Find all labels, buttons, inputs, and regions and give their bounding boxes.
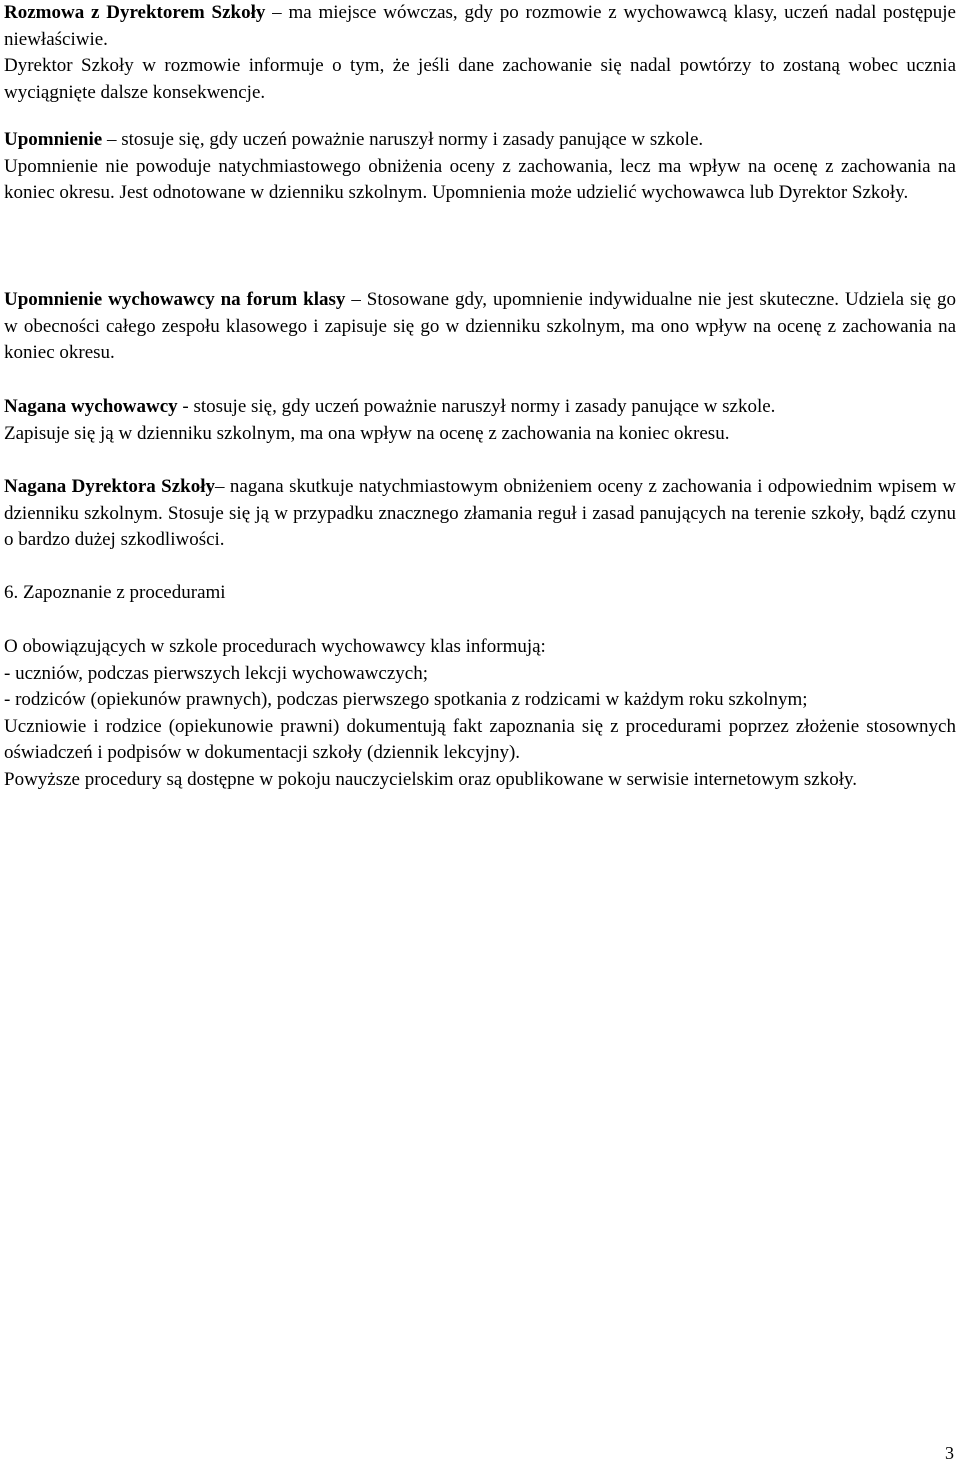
section-nagana-dyrektora bbox=[4, 474, 956, 554]
paragraph bbox=[4, 287, 956, 367]
bold-term: Nagana wychowawcy bbox=[4, 396, 178, 417]
list-item: - rodziców (opiekunów prawnych), podczas pierwszego spotkania z rodzicami w każdym roku szkolnym; bbox=[4, 689, 808, 710]
paragraph: Powyższe procedury są dostępne w pokoju nauczycielskim oraz opublikowane w serwisie internetowym szkoły. bbox=[4, 768, 858, 790]
section-nagana-wychowawcy bbox=[4, 394, 956, 447]
bold-term: Upomnienie wychowawcy na forum klasy bbox=[4, 289, 346, 310]
section-heading-procedury bbox=[4, 580, 956, 607]
list-item: - uczniów, podczas pierwszych lekcji wychowawczych; bbox=[4, 662, 428, 684]
paragraph-text: – ma miejsce wówczas, gdy po rozmowie z wychowawcą klasy, uczeń nadal postępuje niewłaściwie. bbox=[4, 2, 956, 50]
paragraph bbox=[4, 474, 956, 554]
paragraph: O obowiązujących w szkole procedurach wychowawcy klas informują: bbox=[4, 636, 546, 657]
paragraph bbox=[4, 394, 956, 421]
section-heading: 6. Zapoznanie z procedurami bbox=[4, 582, 226, 603]
paragraph-text: – stosuje się, gdy uczeń poważnie naruszył normy i zasady panujące w szkole. bbox=[102, 129, 704, 150]
bold-term: Nagana Dyrektora Szkoły bbox=[4, 476, 215, 497]
paragraph: Dyrektor Szkoły w rozmowie informuje o tym, że jeśli dane zachowanie się nadal powtórzy to zostaną wobec ucznia wyciągnięte dalsze konsekwencje. bbox=[4, 55, 956, 103]
paragraph-text: – nagana skutkuje natychmiastowym obniżeniem oceny z zachowania i odpowiednim wpisem w dzienniku szkolnym. Stosuje się ją w przypadku znacznego złamania reguł i zasad panujących na terenie szkoły, bądź czynu o bardzo dużej szkodliwości. bbox=[4, 476, 956, 550]
paragraph-text: - stosuje się, gdy uczeń poważnie naruszył normy i zasady panujące w szkole. bbox=[177, 396, 776, 417]
section-upomnienie bbox=[4, 127, 956, 207]
page-number: 3 bbox=[945, 1443, 954, 1463]
paragraph-text: – Stosowane gdy, upomnienie indywidualne nie jest skuteczne. Udziela się go w obecności całego zespołu klasowego i zapisuje się go w dzienniku szkolnym, ma ono wpływ na ocenę z zachowania na koniec okresu. bbox=[4, 289, 957, 363]
paragraph: Uczniowie i rodzice (opiekunowie prawni) dokumentują fakt zapoznania się z procedurami poprzez złożenie stosownych oświadczeń i podpisów w dokumentacji szkoły (dziennik lekcyjny). bbox=[4, 715, 956, 763]
section-upomnienie-na-forum bbox=[4, 287, 956, 367]
paragraph bbox=[4, 127, 956, 154]
paragraph: Upomnienie nie powoduje natychmiastowego obniżenia oceny z zachowania, lecz ma wpływ na ocenę z zachowania na koniec okresu. Jest odnotowane w dzienniku szkolnym. Upomnienia może udzielić wychowawca lub Dyrektor Szkoły. bbox=[4, 155, 956, 203]
bold-term: Rozmowa z Dyrektorem Szkoły bbox=[4, 2, 266, 23]
section-rozmowa-z-dyrektorem bbox=[4, 0, 956, 106]
paragraph bbox=[4, 0, 956, 53]
bold-term: Upomnienie bbox=[4, 129, 103, 150]
section-zapoznanie bbox=[4, 634, 956, 793]
paragraph: Zapisuje się ją w dzienniku szkolnym, ma ona wpływ na ocenę z zachowania na koniec okresu. bbox=[4, 422, 730, 444]
